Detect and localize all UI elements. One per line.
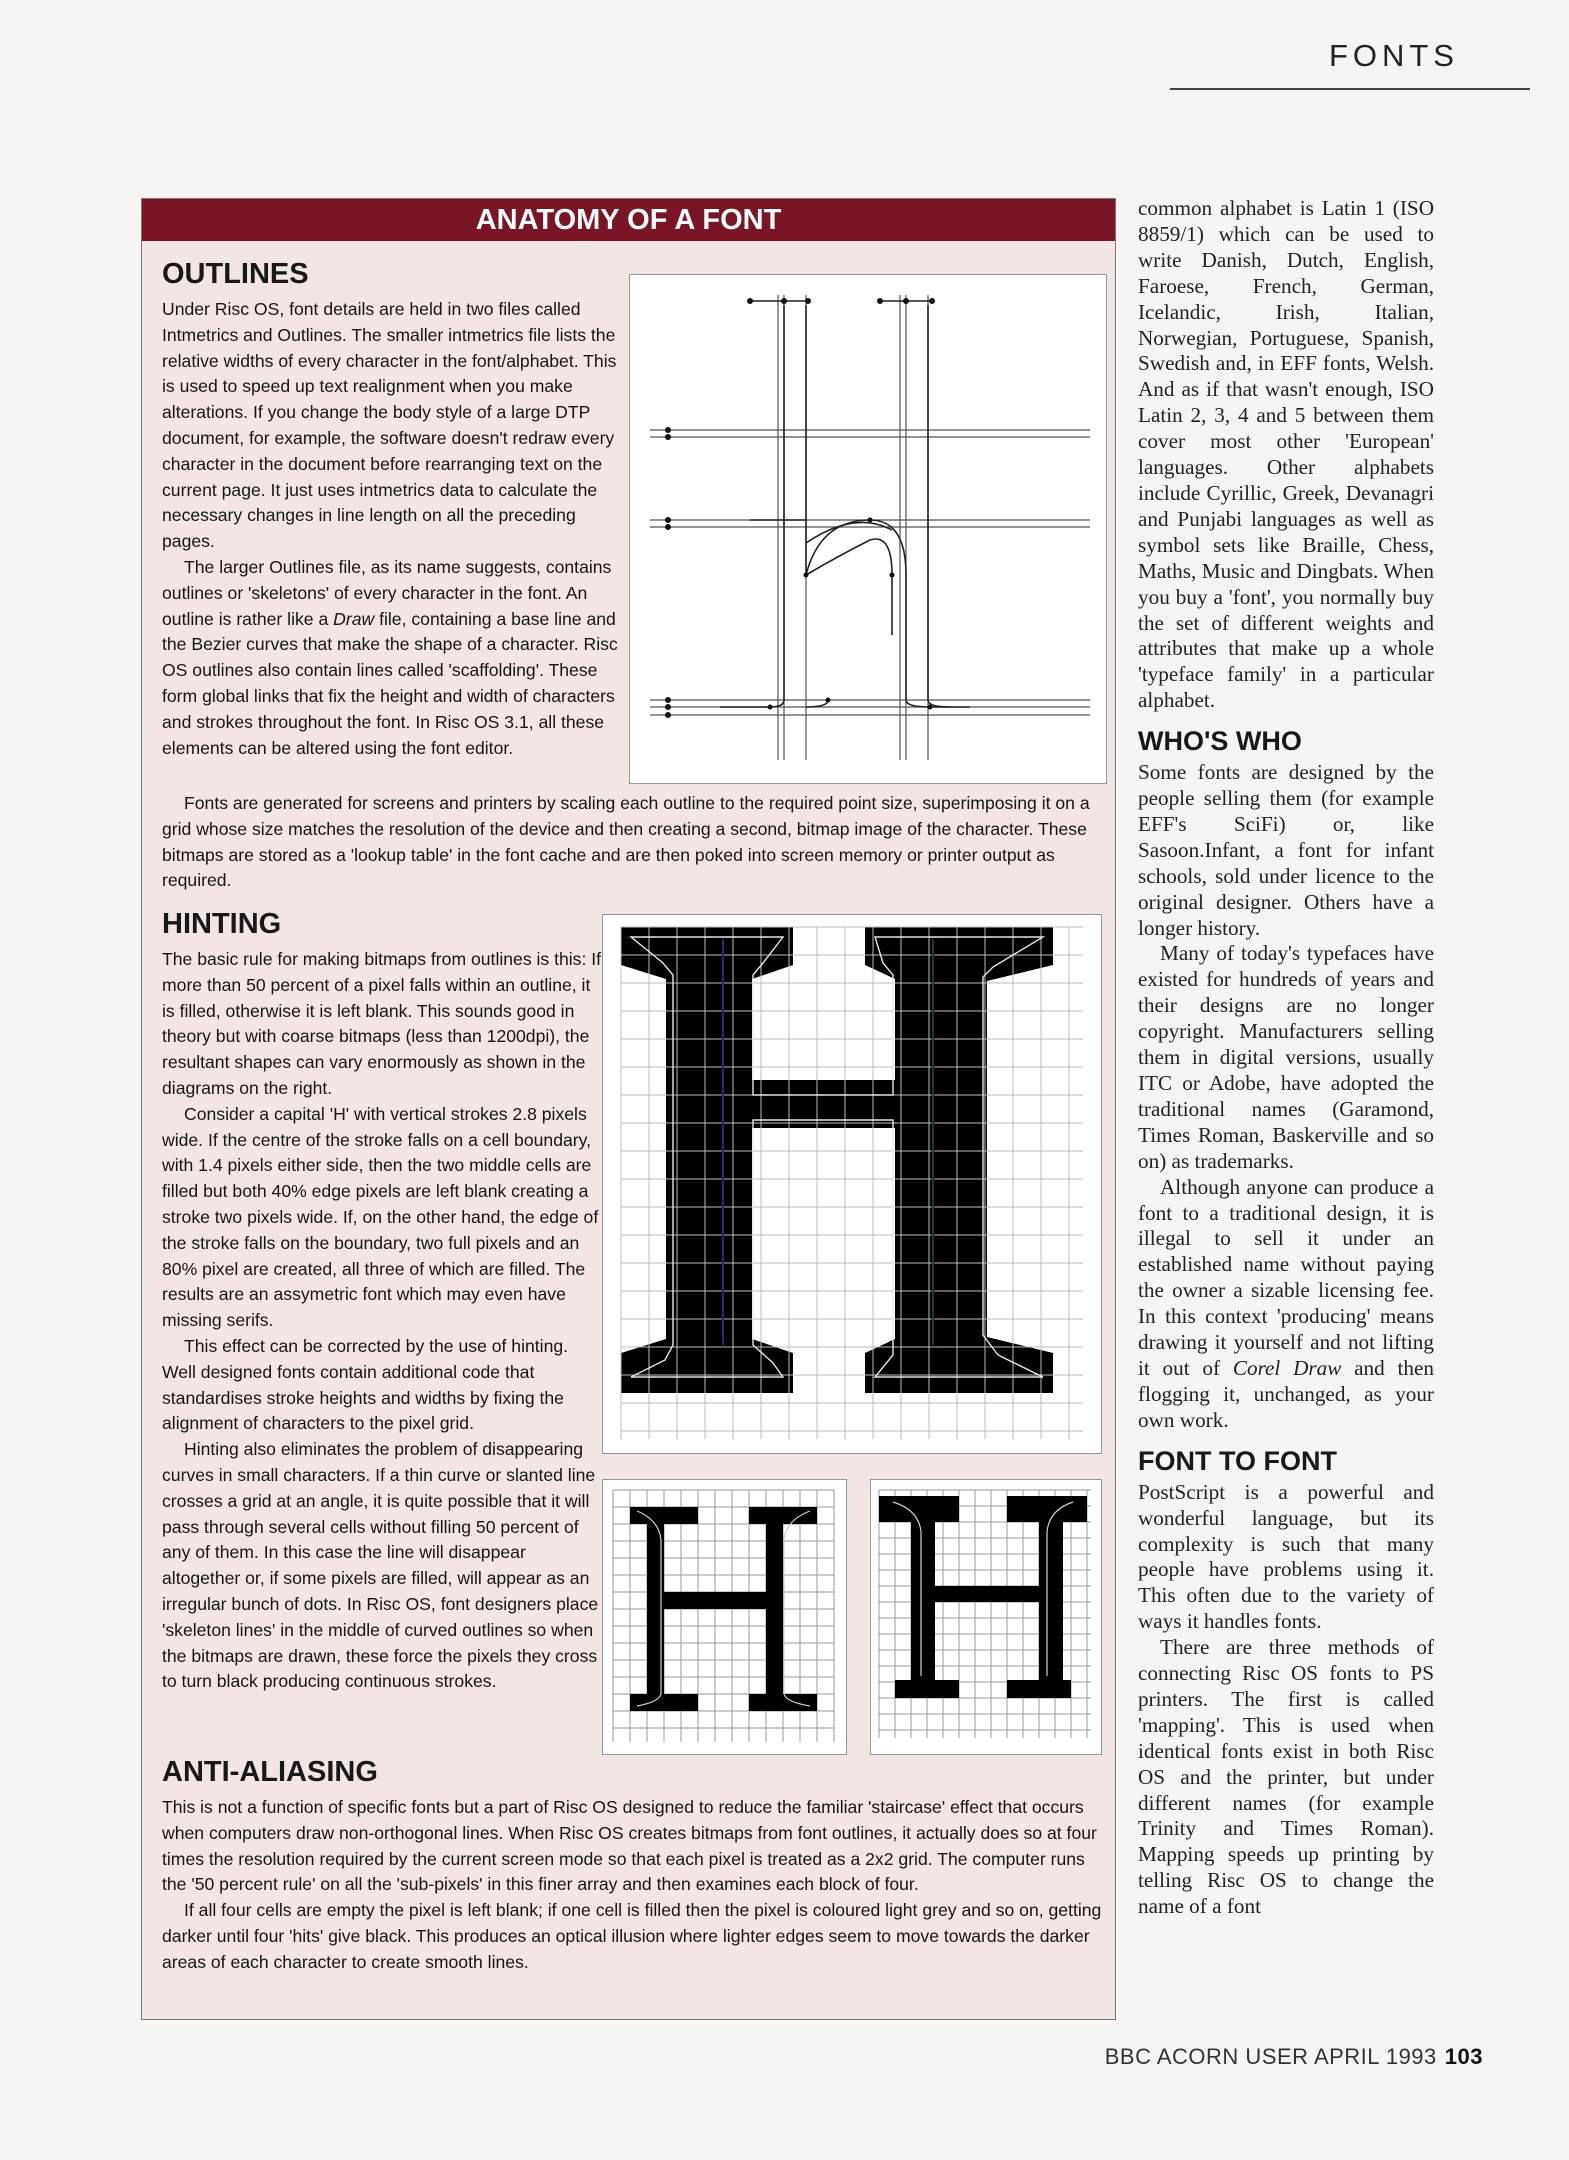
section-tag: FONTS [1328, 38, 1459, 73]
whos-who-p3-end: and then flogging it, unchanged, as your own work. [1138, 1355, 1435, 1432]
outlines-paragraph-1: Under Risc OS, font details are held in two files called Intmetrics and Outlines. The smaller intmetrics file lists the relative widths of every character in the font/alphabet. This is used to speed up text realignment when you make alterations. If you change the body style of a large DTP document, for example, the software doesn't redraw every character in the document before rearranging text on the current page. It just uses intmetrics data to calculate the necessary changes in line length on all the preceding pages. [162, 299, 617, 552]
right-column [1138, 196, 1434, 1920]
hinting-paragraph-3: This effect can be corrected by the use of hinting. Well designed fonts contain additional code that standardises stroke heights and widths by fixing the alignment of characters to the pixel grid. [162, 1335, 569, 1434]
large-h-bitmap-figure [602, 914, 1102, 1454]
page-footer [1105, 2044, 1483, 2070]
hinting-section [162, 907, 602, 1695]
whos-who-paragraph-1: Some fonts are designed by the people selling them (for example EFF's SciFi) or, like Sasoon.Infant, a font for infant schools, sold under licence to the original designer. Others have a longer history. [1138, 760, 1434, 940]
outlines-p2-start: The larger Outlines file, as its name suggests, contains outlines or 'skeletons' of every character in the font. An outline is rather like a [162, 556, 612, 629]
header-rule [1170, 88, 1530, 90]
hinting-paragraph-2: Consider a capital 'H' with vertical strokes 2.8 pixels wide. If the centre of the stroke falls on a cell boundary, with 1.4 pixels either side, then the two middle cells are filled but both 40% edge pixels are left blank creating a stroke two pixels wide. If, on the other hand, the edge of the stroke falls on the boundary, two full pixels and an 80% pixel are created, all three of which are filled. The results are an assymetric font which may even have missing serifs. [162, 1103, 599, 1331]
anti-aliasing-section [162, 1755, 1104, 1976]
outline-skeleton-drawing [630, 275, 1106, 783]
right-intro-paragraph: common alphabet is Latin 1 (ISO 8859/1) which can be used to write Danish, Dutch, English, Faroese, French, German, Icelandic, Irish, Italian, Norwegian, Portuguese, Spanish, Swedish and, in EFF fonts, Welsh. And as if that wasn't enough, ISO Latin 2, 3, 4 and 5 between them cover most other 'European' languages. Other alphabets include Cyrillic, Greek, Devanagri and Punjabi languages as well as symbol sets like Braille, Chess, Maths, Music and Dingbats. When you buy a 'font', you normally buy the set of different weights and attributes that make up a whole 'typeface family' in a particular alphabet. [1138, 196, 1434, 713]
outlines-p2-end: file, containing a base line and the Bezier curves that make the shape of a character. Risc OS outlines also contain lines called 'scaffolding'. These form global links that fix the height and width of characters and strokes throughout the font. In Risc OS 3.1, all these elements can be altered using the font editor. [162, 608, 618, 758]
whos-who-paragraph-2: Many of today's typefaces have existed for hundreds of years and their designs are no longer copyright. Manufacturers selling them in digital versions, usually ITC or Adobe, have adopted the traditional names (Garamond, Times Roman, Baskerville and so on) as trademarks. [1138, 941, 1434, 1173]
sidebar-panel [141, 198, 1116, 2020]
hinting-paragraph-1: The basic rule for making bitmaps from outlines is this: If more than 50 percent of a pixel falls within an outline, it is filled, otherwise it is left blank. This sounds good in theory but with coarse bitmaps (less than 1200dpi), the resultant shapes can vary enormously as shown in the diagrams on the right. [162, 949, 602, 1098]
outlines-section [162, 257, 632, 761]
page-number: 103 [1444, 2044, 1483, 2069]
small-h-bitmap-figure-2 [870, 1479, 1102, 1755]
corel-draw-italic: Corel Draw [1232, 1355, 1342, 1380]
small-h-bitmap-1 [603, 1480, 846, 1754]
outlines-paragraph-3: Fonts are generated for screens and printers by scaling each outline to the required point size, superimposing it on a grid whose size matches the resolution of the device and then creating a second, bitmap image of the character. These bitmaps are stored as a 'lookup table' in the font cache and are then poked into screen memory or printer output as required. [162, 793, 1090, 891]
font-to-font-heading: FONT TO FONT [1138, 1445, 1337, 1476]
magazine-name: BBC ACORN USER APRIL 1993 [1104, 2044, 1437, 2069]
font-to-font-paragraph-2: There are three methods of connecting Risc OS fonts to PS printers. The first is called 'mapping'. This is used when identical fonts exist in both Risc OS and the printer, but under different names (for example Trinity and Times Roman). Mapping speeds up printing by telling Risc OS to change the name of a font [1138, 1635, 1434, 1919]
outline-skeleton-figure [629, 274, 1107, 784]
panel-banner: ANATOMY OF A FONT [142, 199, 1115, 241]
whos-who-paragraph-3 [1138, 1175, 1434, 1434]
outlines-paragraph-2 [162, 555, 632, 761]
draw-italic: Draw [333, 608, 375, 629]
font-to-font-paragraph-1: PostScript is a powerful and wonderful language, but its complexity is such that many people have problems using it. This often due to the variety of ways it handles fonts. [1138, 1479, 1434, 1634]
whos-who-p3-start: Although anyone can produce a font to a traditional design, it is illegal to sell it under an established name without paying the owner a sizable licensing fee. In this context 'producing' means drawing it yourself and not lifting it out of [1138, 1174, 1434, 1380]
outlines-paragraph-3-box [162, 791, 1104, 894]
anti-aliasing-heading: ANTI-ALIASING [162, 1756, 378, 1788]
anti-aliasing-paragraph-1: This is not a function of specific fonts but a part of Risc OS designed to reduce the familiar 'staircase' effect that occurs when computers draw non-orthogonal lines. When Risc OS creates bitmaps from font outlines, it actually does so at four times the resolution required by the current screen mode so that each pixel is treated as a 2x2 grid. The computer runs the '50 percent rule' on all the 'sub-pixels' in this finer array and then examines each block of four. [162, 1797, 1097, 1895]
hinting-paragraph-4: Hinting also eliminates the problem of disappearing curves in small characters. If a thin curve or slanted line crosses a grid at an angle, it is quite possible that it will pass through several cells without filling 50 percent of any of them. In this case the line will disappear altogether or, if some pixels are filled, will appear as an irregular bunch of dots. In Risc OS, font designers place 'skeleton lines' in the middle of curved outlines so when the bitmaps are drawn, these force the pixels they cross to turn black producing continuous strokes. [162, 1439, 599, 1692]
anti-aliasing-paragraph-2: If all four cells are empty the pixel is left blank; if one cell is filled then the pixel is coloured light grey and so on, getting darker until four 'hits' give black. This produces an optical illusion where lighter edges seem to move towards the darker areas of each character to create smooth lines. [162, 1900, 1102, 1972]
large-h-bitmap [603, 915, 1101, 1453]
small-h-bitmap-figure-1 [602, 1479, 847, 1755]
whos-who-heading: WHO'S WHO [1138, 726, 1302, 757]
outlines-heading: OUTLINES [162, 258, 309, 290]
hinting-heading: HINTING [162, 908, 282, 940]
small-h-bitmap-2 [871, 1480, 1101, 1754]
